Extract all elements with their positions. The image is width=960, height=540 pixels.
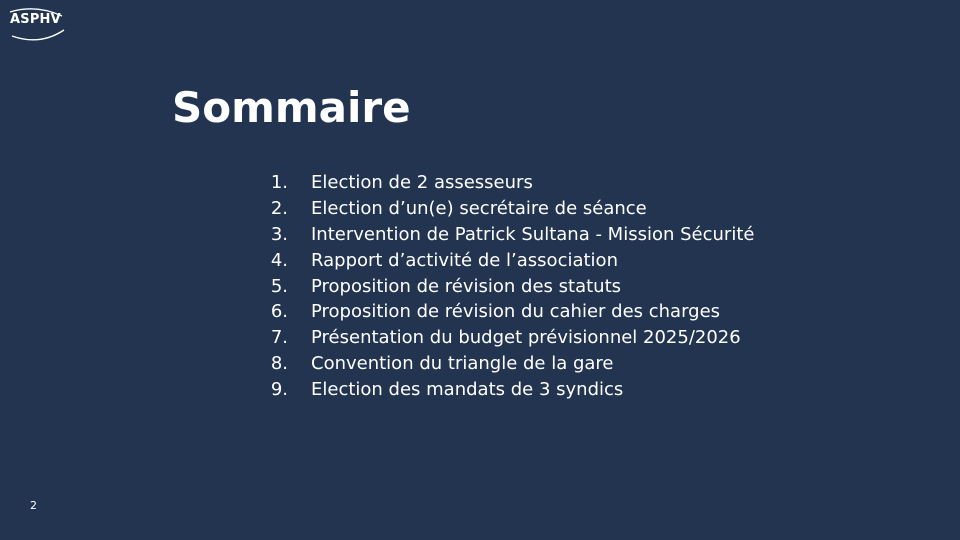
- agenda-item: [262, 274, 754, 300]
- agenda-item: [262, 351, 754, 377]
- agenda-item-number: 9.: [270, 379, 288, 401]
- agenda-item: [262, 299, 754, 325]
- agenda-item: [262, 170, 754, 196]
- agenda-item-text: Election d’un(e) secrétaire de séance: [311, 197, 647, 219]
- agenda-item: [262, 325, 754, 351]
- agenda-list: [262, 170, 754, 403]
- agenda-item-text: Convention du triangle de la gare: [311, 353, 614, 375]
- agenda-item-text: Intervention de Patrick Sultana - Mission Sécurité: [311, 223, 755, 245]
- page-number: 2: [30, 499, 37, 512]
- agenda-item-number: 4.: [270, 249, 288, 271]
- agenda-item-number: 3.: [270, 223, 288, 245]
- agenda-item-number: 8.: [270, 353, 288, 375]
- slide-title: Sommaire: [172, 83, 411, 132]
- asphv-logo: [6, 6, 66, 42]
- agenda-item: [262, 196, 754, 222]
- agenda-item-number: 6.: [270, 301, 288, 323]
- agenda-item-number: 2.: [270, 197, 288, 219]
- agenda-item-text: Election des mandats de 3 syndics: [311, 379, 624, 401]
- agenda-item-text: Proposition de révision du cahier des charges: [311, 301, 721, 323]
- agenda-item-text: Proposition de révision des statuts: [311, 275, 622, 297]
- agenda-item: [262, 222, 754, 248]
- agenda-item-number: 7.: [270, 327, 288, 349]
- agenda-item-number: 1.: [270, 172, 288, 193]
- agenda-item: [262, 377, 754, 403]
- agenda-item-number: 5.: [270, 275, 288, 297]
- logo-text: ASPHV: [10, 12, 61, 27]
- agenda-item-text: Election de 2 assesseurs: [311, 172, 533, 193]
- agenda-item-text: Présentation du budget prévisionnel 2025/2026: [311, 327, 741, 349]
- agenda-item: [262, 248, 754, 274]
- agenda-item-text: Rapport d’activité de l’association: [311, 249, 618, 271]
